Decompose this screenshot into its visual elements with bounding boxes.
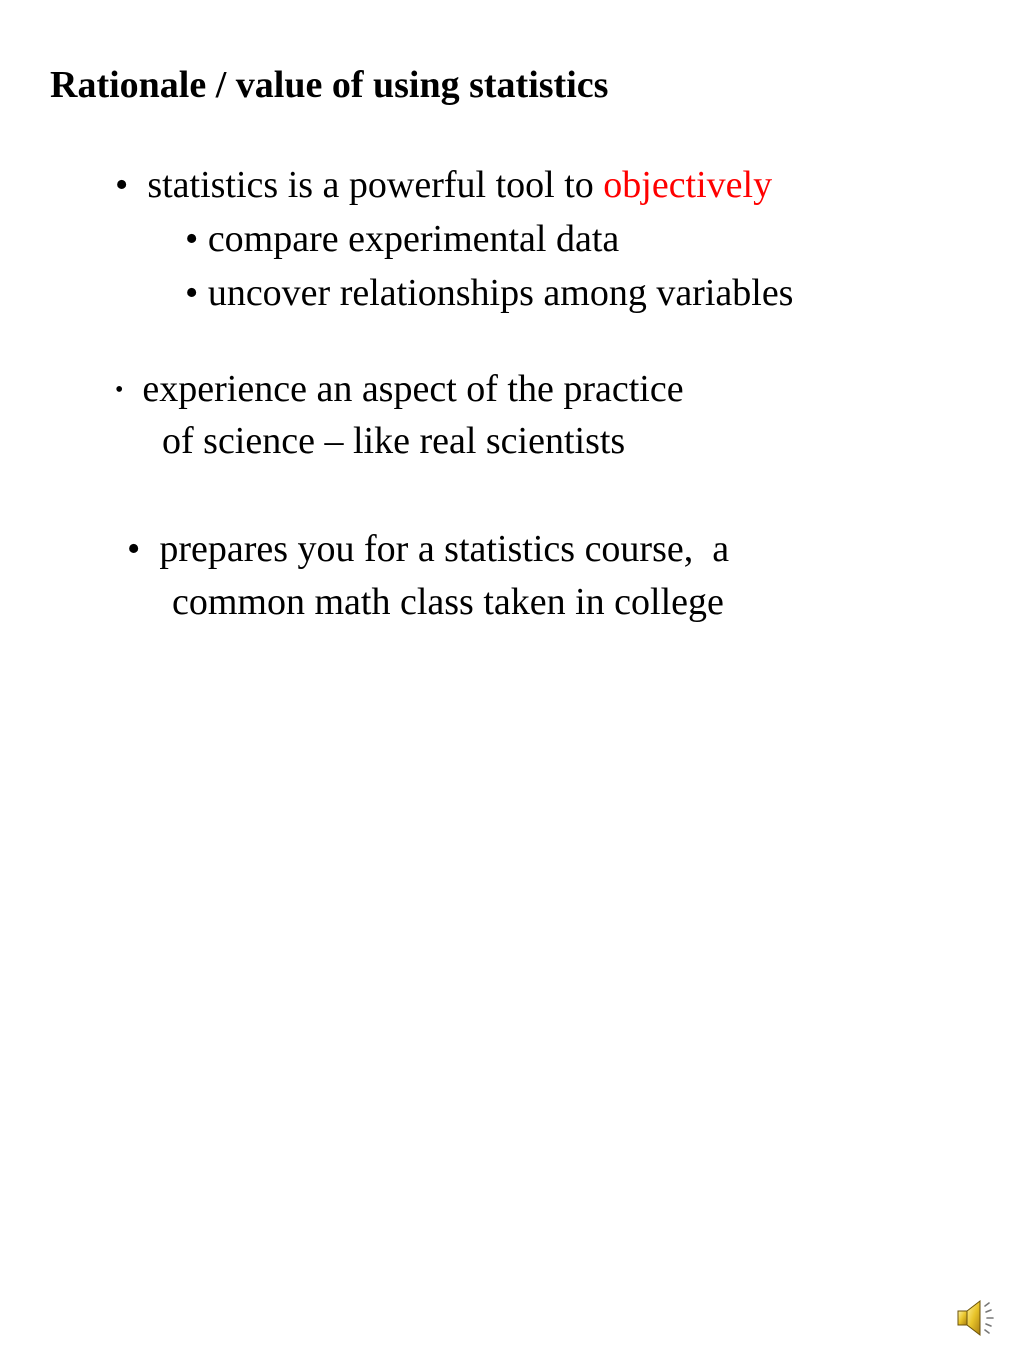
bullet-marker: • xyxy=(127,528,141,570)
sub-bullet-marker: • xyxy=(185,218,199,260)
bullet-3-line-1: prepares you for a statistics course, a xyxy=(159,528,730,570)
speaker-icon[interactable] xyxy=(952,1294,1000,1342)
bullet-3-line-2: common math class taken in college xyxy=(172,581,724,623)
bullet-marker: • xyxy=(115,164,129,206)
bullet-1-emphasis: objectively xyxy=(603,164,773,206)
sub-bullet-1-text: compare experimental data xyxy=(207,218,620,260)
sub-bullet-marker: • xyxy=(185,272,199,314)
bullet-2-line-1: experience an aspect of the practice xyxy=(142,368,684,410)
bullet-item-3-continuation xyxy=(172,577,724,627)
bullet-1-text: statistics is a powerful tool to xyxy=(147,164,594,206)
bullet-marker: • xyxy=(115,377,124,403)
sub-bullet-2-text: uncover relationships among variables xyxy=(207,272,794,314)
bullet-item-1 xyxy=(115,160,772,210)
sub-bullet-item-1 xyxy=(185,214,619,264)
bullet-2-line-2: of science – like real scientists xyxy=(162,420,626,462)
sub-bullet-item-2 xyxy=(185,268,793,318)
bullet-item-2 xyxy=(115,364,684,415)
bullet-item-2-continuation xyxy=(162,416,625,466)
bullet-item-3 xyxy=(127,524,729,574)
slide-title: Rationale / value of using statistics xyxy=(50,64,609,106)
